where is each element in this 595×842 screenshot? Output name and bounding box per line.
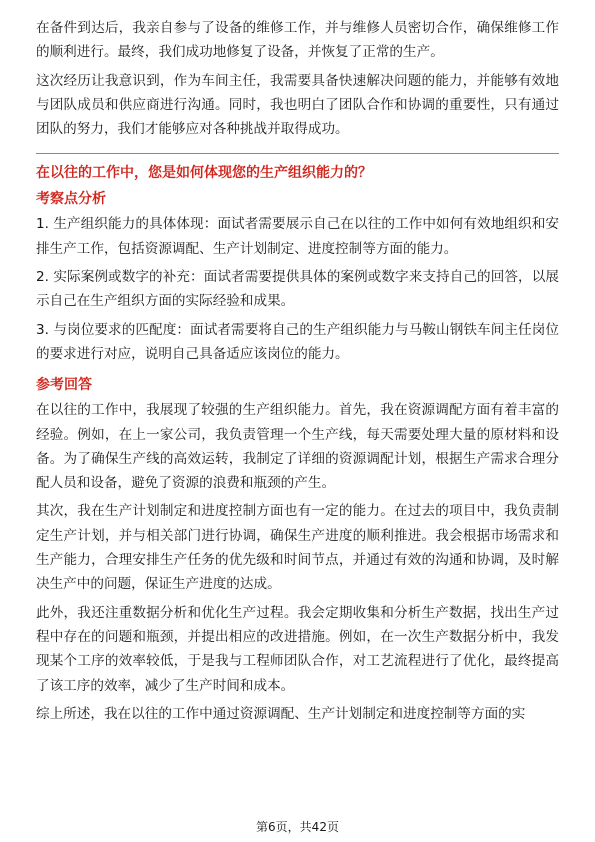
answer-paragraph: 综上所述，我在以往的工作中通过资源调配、生产计划制定和进度控制等方面的实: [36, 705, 526, 722]
analysis-item: 2. 实际案例或数字的补充：面试者需要提供具体的案例或数字来支持自己的回答，以展示自己在生产组织方面的实际经验和成果。: [36, 269, 559, 310]
answer-heading: 参考回答: [36, 377, 92, 394]
document-page: [36, 16, 559, 730]
answer-paragraph: 此外，我还注重数据分析和优化生产过程。我会定期收集和分析生产数据，找出生产过程中存在的问题和瓶颈，并提出相应的改进措施。例如，在一次生产数据分析中，我发现某个工序的效率较低，于是我与工程师团队合作，对工艺流程进行了优化，最终提高了该工序的效率，减少了生产时间和成本。: [36, 604, 559, 694]
analysis-item: 1. 生产组织能力的具体体现：面试者需要展示自己在以往的工作中如何有效地组织和安排生产工作，包括资源调配、生产计划制定、进度控制等方面的能力。: [36, 216, 559, 257]
answer-paragraph: 其次，我在生产计划制定和进度控制方面也有一定的能力。在过去的项目中，我负责制定生产计划，并与相关部门进行协调，确保生产进度的顺利推进。我会根据市场需求和生产能力，合理安排生产任务的优先级和时间节点，并通过有效的沟通和协调，及时解决生产中的问题，保证生产进度的达成。: [36, 503, 559, 593]
analysis-item: 3. 与岗位要求的匹配度：面试者需要将自己的生产组织能力与马鞍山钢铁车间主任岗位的要求进行对应，说明自己具备适应该岗位的能力。: [36, 321, 559, 362]
answer-paragraph: 在以往的工作中，我展现了较强的生产组织能力。首先，我在资源调配方面有着丰富的经验。例如，在上一家公司，我负责管理一个生产线，每天需要处理大量的原材料和设备。为了确保生产线的高效运转，我制定了详细的资源调配计划，根据生产需求合理分配人员和设备，避免了资源的浪费和瓶颈的产生。: [36, 402, 559, 492]
intro-paragraph: 这次经历让我意识到，作为车间主任，我需要具备快速解决问题的能力，并能够有效地与团队成员和供应商进行沟通。同时，我也明白了团队合作和协调的重要性，只有通过团队的努力，我们才能够应对各种挑战并取得成功。: [36, 72, 559, 138]
intro-paragraph: 在备件到达后，我亲自参与了设备的维修工作，并与维修人员密切合作，确保维修工作的顺利进行。最终，我们成功地修复了设备，并恢复了正常的生产。: [36, 20, 559, 61]
analysis-heading: 考察点分析: [36, 191, 106, 208]
interview-question: 在以往的工作中，您是如何体现您的生产组织能力的？: [36, 165, 372, 182]
section-divider: [36, 153, 559, 154]
page-number: 第6页，共42页: [256, 820, 339, 834]
